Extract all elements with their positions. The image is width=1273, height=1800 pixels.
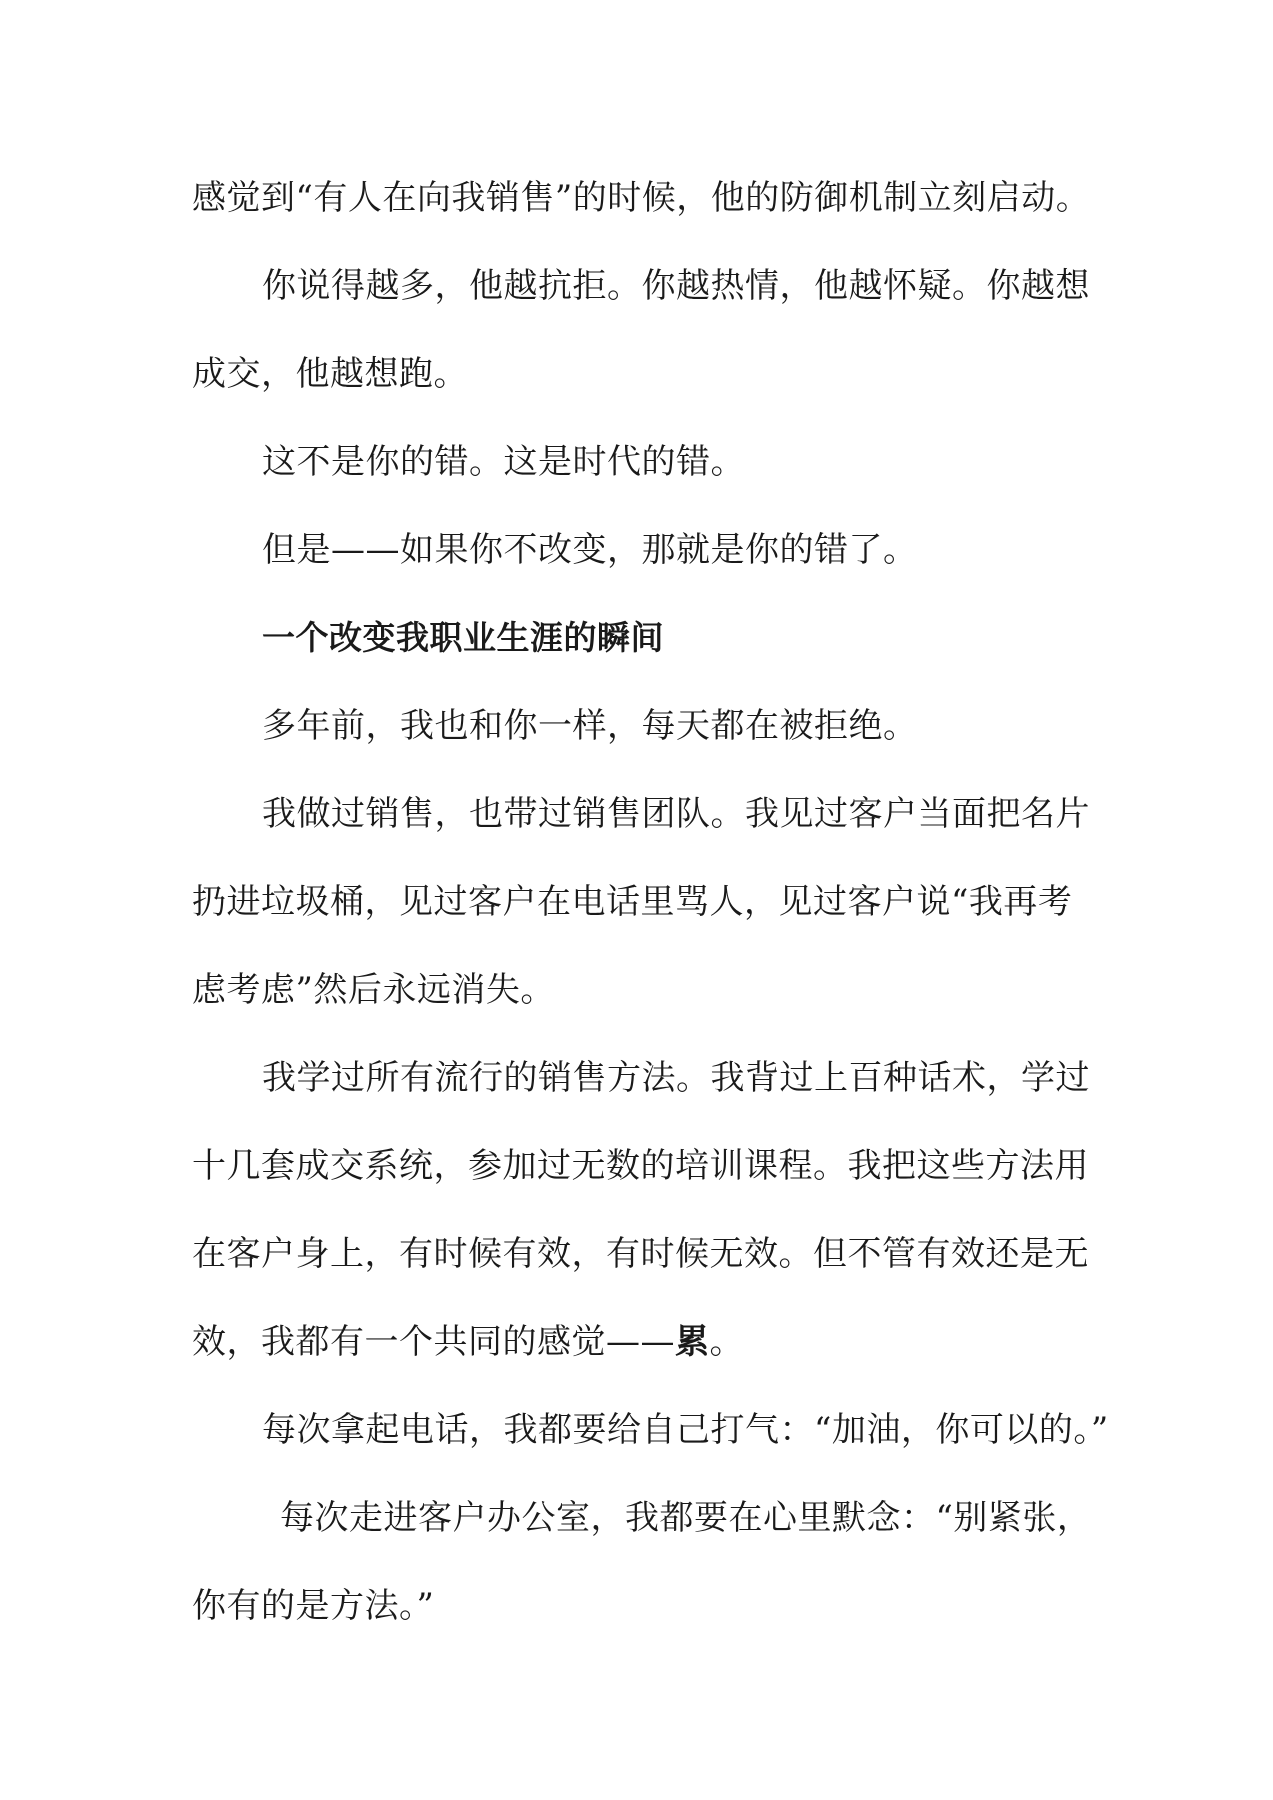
line-text: 。: [709, 1322, 744, 1362]
paragraph-line: 扔进垃圾桶，见过客户在电话里骂人，见过客户说“我再考: [192, 882, 1073, 922]
emphasis-text: 累: [675, 1322, 710, 1362]
paragraph-line: 多年前，我也和你一样，每天都在被拒绝。: [262, 706, 918, 746]
paragraph-line: 感觉到“有人在向我销售”的时候，他的防御机制立刻启动。: [192, 178, 1091, 218]
line-text: 效，我都有一个共同的感觉——: [192, 1322, 675, 1362]
paragraph-line: 我学过所有流行的销售方法。我背过上百种话术，学过: [262, 1058, 1090, 1098]
paragraph-line: 成交，他越想跑。: [192, 354, 468, 394]
paragraph-line: 在客户身上，有时候有效，有时候无效。但不管有效还是无: [192, 1234, 1089, 1274]
paragraph-line: 每次拿起电话，我都要给自己打气：“加油，你可以的。”: [262, 1410, 1109, 1450]
paragraph-line: 你说得越多，他越抗拒。你越热情，他越怀疑。你越想: [262, 266, 1090, 306]
paragraph-line: 虑考虑”然后永远消失。: [192, 970, 555, 1010]
paragraph-line: 每次走进客户办公室，我都要在心里默念：“别紧张，: [280, 1498, 1092, 1538]
paragraph-line: 十几套成交系统，参加过无数的培训课程。我把这些方法用: [192, 1146, 1089, 1186]
paragraph-line: 但是——如果你不改变，那就是你的错了。: [262, 530, 918, 570]
paragraph-line: 你有的是方法。”: [192, 1586, 435, 1626]
section-heading: 一个改变我职业生涯的瞬间: [262, 618, 664, 657]
paragraph-line: [192, 1318, 1092, 1366]
paragraph-line: 这不是你的错。这是时代的错。: [262, 442, 745, 482]
paragraph-line: 我做过销售，也带过销售团队。我见过客户当面把名片: [262, 794, 1090, 834]
